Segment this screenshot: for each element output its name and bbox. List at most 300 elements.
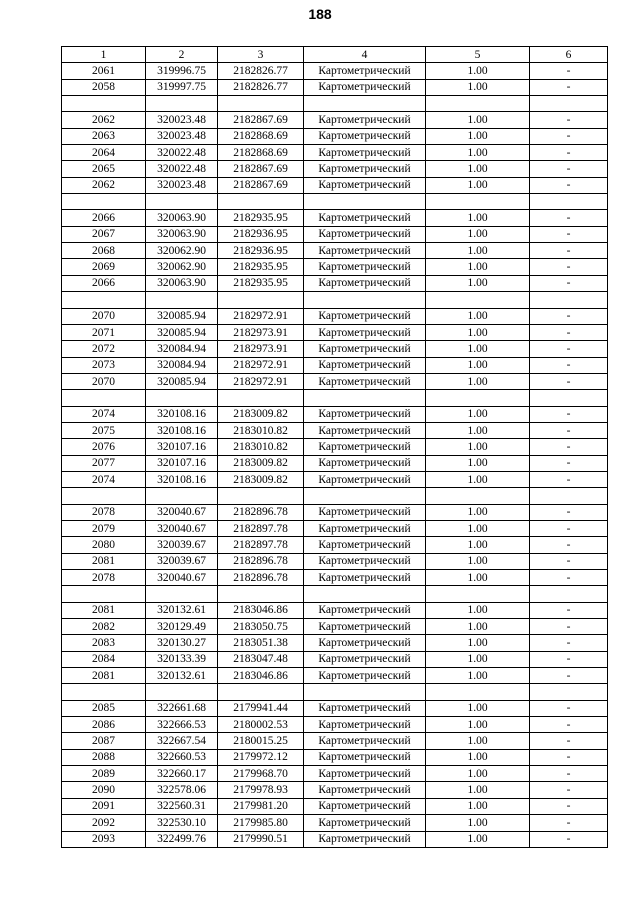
table-cell: 320107.16 [146,455,218,471]
table-cell: 1.00 [426,668,530,684]
table-cell: 2084 [62,651,146,667]
table-cell: 2058 [62,79,146,95]
table-cell: - [530,602,608,618]
empty-cell [304,684,426,700]
table-cell: 322667.54 [146,733,218,749]
table-row [62,128,608,144]
table-cell: 319997.75 [146,79,218,95]
empty-cell [146,292,218,308]
table-cell: 2182826.77 [218,63,304,79]
table-cell: 2182935.95 [218,210,304,226]
table-cell: - [530,63,608,79]
empty-cell [62,390,146,406]
table-row [62,700,608,716]
separator-row [62,684,608,700]
table-row [62,619,608,635]
column-header: 1 [62,47,146,63]
table-cell: Картометрический [304,161,426,177]
table-cell: 2080 [62,537,146,553]
table-cell: Картометрический [304,815,426,831]
header-row [62,47,608,63]
table-cell: 2179990.51 [218,831,304,847]
table-cell: Картометрический [304,537,426,553]
table-cell: 320022.48 [146,145,218,161]
empty-cell [146,96,218,112]
table-cell: 322530.10 [146,815,218,831]
table-cell: 1.00 [426,798,530,814]
empty-cell [218,586,304,602]
table-row [62,112,608,128]
table-cell: 320108.16 [146,422,218,438]
coordinates-table [61,46,608,848]
table-cell: 320107.16 [146,439,218,455]
table-cell: 2088 [62,749,146,765]
table-row [62,243,608,259]
empty-cell [146,684,218,700]
table-cell: 1.00 [426,700,530,716]
table-cell: - [530,308,608,324]
table-cell: 1.00 [426,455,530,471]
table-row [62,782,608,798]
empty-cell [218,194,304,210]
empty-cell [62,292,146,308]
table-row [62,406,608,422]
empty-cell [530,586,608,602]
table-cell: 322560.31 [146,798,218,814]
table-cell: 1.00 [426,439,530,455]
table-cell: 2074 [62,406,146,422]
table-cell: 2066 [62,210,146,226]
table-row [62,161,608,177]
column-header: 6 [530,47,608,63]
table-cell: 2067 [62,226,146,242]
table-row [62,766,608,782]
separator-row [62,586,608,602]
table-cell: 320040.67 [146,504,218,520]
table-row [62,210,608,226]
separator-row [62,194,608,210]
table-cell: 2180015.25 [218,733,304,749]
table-cell: 320062.90 [146,259,218,275]
table-row [62,733,608,749]
page-number: 188 [308,6,332,22]
table-cell: - [530,651,608,667]
table-row [62,602,608,618]
table-cell: 2183051.38 [218,635,304,651]
empty-cell [146,488,218,504]
table-cell: Картометрический [304,145,426,161]
table-cell: 2179941.44 [218,700,304,716]
table-cell: 1.00 [426,243,530,259]
table-cell: - [530,537,608,553]
table-cell: 2183050.75 [218,619,304,635]
table-row [62,341,608,357]
table-cell: 2182972.91 [218,357,304,373]
table-cell: 2063 [62,128,146,144]
table-cell: 2183047.48 [218,651,304,667]
table-cell: - [530,700,608,716]
table-cell: Картометрический [304,324,426,340]
empty-cell [218,96,304,112]
table-row [62,357,608,373]
table-row [62,455,608,471]
table-cell: - [530,373,608,389]
table-cell: 320063.90 [146,226,218,242]
table-cell: - [530,406,608,422]
table-cell: Картометрический [304,422,426,438]
table-cell: 2092 [62,815,146,831]
table-cell: 1.00 [426,226,530,242]
table-cell: Картометрический [304,782,426,798]
table-cell: - [530,815,608,831]
table-cell: 1.00 [426,422,530,438]
table-row [62,439,608,455]
column-header: 3 [218,47,304,63]
table-cell: - [530,733,608,749]
table-cell: Картометрический [304,373,426,389]
table-cell: Картометрический [304,63,426,79]
table-cell: 1.00 [426,471,530,487]
table-row [62,177,608,193]
table-cell: 1.00 [426,504,530,520]
table-cell: 1.00 [426,161,530,177]
empty-cell [218,488,304,504]
table-cell: 2066 [62,275,146,291]
empty-cell [426,292,530,308]
table-cell: 2182935.95 [218,259,304,275]
table-cell: - [530,210,608,226]
table-cell: 322578.06 [146,782,218,798]
table-cell: 1.00 [426,537,530,553]
table-cell: 1.00 [426,831,530,847]
table-cell: 320023.48 [146,177,218,193]
table-cell: 1.00 [426,570,530,586]
table-cell: - [530,341,608,357]
table-cell: 2182896.78 [218,570,304,586]
table-cell: 2179968.70 [218,766,304,782]
table-cell: Картометрический [304,635,426,651]
table-cell: 1.00 [426,275,530,291]
table-cell: Картометрический [304,357,426,373]
table-cell: 320062.90 [146,243,218,259]
table-cell: - [530,145,608,161]
table-cell: 2182897.78 [218,520,304,536]
table-cell: 2062 [62,177,146,193]
table-cell: 322499.76 [146,831,218,847]
table-cell: 320129.49 [146,619,218,635]
table-cell: 1.00 [426,733,530,749]
table-cell: - [530,553,608,569]
table-cell: 320084.94 [146,341,218,357]
table-cell: 2183010.82 [218,422,304,438]
table-cell: Картометрический [304,831,426,847]
table-cell: 2062 [62,112,146,128]
table-cell: 1.00 [426,79,530,95]
table-row [62,570,608,586]
table-cell: 2078 [62,570,146,586]
column-header: 5 [426,47,530,63]
table-cell: 320040.67 [146,570,218,586]
empty-cell [426,96,530,112]
table-cell: Картометрический [304,717,426,733]
table-cell: 322666.53 [146,717,218,733]
table-cell: 320130.27 [146,635,218,651]
table-cell: 2081 [62,553,146,569]
table-cell: 1.00 [426,717,530,733]
table-cell: 2073 [62,357,146,373]
column-header: 4 [304,47,426,63]
table-cell: 2182868.69 [218,145,304,161]
table-cell: 1.00 [426,324,530,340]
table-cell: 1.00 [426,210,530,226]
table-cell: 2183009.82 [218,455,304,471]
table-cell: Картометрический [304,520,426,536]
table-cell: 2182973.91 [218,341,304,357]
table-cell: Картометрический [304,602,426,618]
empty-cell [426,684,530,700]
table-cell: 320085.94 [146,324,218,340]
table-cell: 320022.48 [146,161,218,177]
table-cell: 320108.16 [146,471,218,487]
empty-cell [146,390,218,406]
table-cell: 1.00 [426,602,530,618]
table-cell: 2183046.86 [218,668,304,684]
table-cell: 320132.61 [146,602,218,618]
table-cell: 1.00 [426,815,530,831]
table-header [62,47,608,63]
table-row [62,63,608,79]
table-cell: 2179981.20 [218,798,304,814]
table-cell: Картометрический [304,668,426,684]
table-cell: 1.00 [426,520,530,536]
table-cell: 319996.75 [146,63,218,79]
table-cell: 2179985.80 [218,815,304,831]
table-cell: 2087 [62,733,146,749]
table-cell: Картометрический [304,128,426,144]
empty-cell [146,586,218,602]
table-cell: 320108.16 [146,406,218,422]
table-cell: 320084.94 [146,357,218,373]
empty-cell [304,586,426,602]
table-cell: - [530,831,608,847]
table-cell: 2182867.69 [218,177,304,193]
table-row [62,308,608,324]
separator-row [62,390,608,406]
table-cell: - [530,619,608,635]
table-cell: 2061 [62,63,146,79]
table-cell: Картометрический [304,700,426,716]
table-cell: - [530,782,608,798]
table-cell: 2179978.93 [218,782,304,798]
table-cell: Картометрический [304,259,426,275]
table-cell: 2182936.95 [218,226,304,242]
table-cell: 2183046.86 [218,602,304,618]
table-cell: 1.00 [426,635,530,651]
table-cell: 2078 [62,504,146,520]
table-cell: - [530,275,608,291]
table-cell: 2065 [62,161,146,177]
table-cell: 2074 [62,471,146,487]
table-cell: Картометрический [304,79,426,95]
table-cell: 2069 [62,259,146,275]
table-cell: - [530,422,608,438]
table-cell: 2070 [62,373,146,389]
table-row [62,537,608,553]
table-cell: - [530,798,608,814]
table-row [62,668,608,684]
table-row [62,553,608,569]
table-row [62,373,608,389]
table-cell: 2070 [62,308,146,324]
table-cell: 2075 [62,422,146,438]
table-cell: 1.00 [426,177,530,193]
empty-cell [218,390,304,406]
table-cell: - [530,520,608,536]
table-cell: 2182868.69 [218,128,304,144]
table-cell: 2081 [62,602,146,618]
table-cell: Картометрический [304,651,426,667]
table-cell: 322661.68 [146,700,218,716]
table-cell: - [530,504,608,520]
table-cell: 2183009.82 [218,406,304,422]
table-cell: Картометрический [304,798,426,814]
empty-cell [304,194,426,210]
table-cell: - [530,455,608,471]
table-cell: 320085.94 [146,308,218,324]
table-cell: - [530,128,608,144]
table-cell: 2182973.91 [218,324,304,340]
table-body [62,63,608,848]
table-cell: 1.00 [426,308,530,324]
table-cell: Картометрический [304,471,426,487]
table-cell: Картометрический [304,570,426,586]
table-cell: Картометрический [304,619,426,635]
table-cell: 2068 [62,243,146,259]
table-cell: Картометрический [304,749,426,765]
empty-cell [530,96,608,112]
empty-cell [304,488,426,504]
empty-cell [304,292,426,308]
table-cell: - [530,635,608,651]
table-cell: - [530,471,608,487]
table-row [62,749,608,765]
table-cell: 2182867.69 [218,112,304,128]
empty-cell [530,488,608,504]
table-cell: 1.00 [426,651,530,667]
empty-cell [530,194,608,210]
table-cell: 1.00 [426,766,530,782]
table-cell: Картометрический [304,504,426,520]
table-row [62,79,608,95]
separator-row [62,96,608,112]
table-cell: Картометрический [304,406,426,422]
empty-cell [304,96,426,112]
table-cell: 2076 [62,439,146,455]
table-cell: 2089 [62,766,146,782]
table-cell: 320063.90 [146,275,218,291]
table-cell: 1.00 [426,406,530,422]
table-cell: 1.00 [426,112,530,128]
table-cell: Картометрический [304,226,426,242]
table-cell: 320039.67 [146,537,218,553]
table-cell: - [530,79,608,95]
table-cell: 2182826.77 [218,79,304,95]
empty-cell [62,96,146,112]
table-row [62,717,608,733]
table-cell: 320085.94 [146,373,218,389]
table-cell: 2085 [62,700,146,716]
table-row [62,831,608,847]
table-cell: 1.00 [426,341,530,357]
table-cell: - [530,439,608,455]
table-cell: 2182936.95 [218,243,304,259]
table-cell: Картометрический [304,275,426,291]
table-cell: Картометрический [304,455,426,471]
empty-cell [146,194,218,210]
table-cell: 1.00 [426,357,530,373]
table-cell: 2072 [62,341,146,357]
table-cell: - [530,324,608,340]
table-cell: - [530,259,608,275]
table-row [62,651,608,667]
table-row [62,815,608,831]
table-row [62,145,608,161]
table-cell: 2093 [62,831,146,847]
separator-row [62,488,608,504]
table-cell: 320023.48 [146,128,218,144]
empty-cell [530,684,608,700]
table-cell: Картометрический [304,341,426,357]
table-row [62,226,608,242]
table-row [62,471,608,487]
table-cell: - [530,749,608,765]
table-cell: 2182972.91 [218,373,304,389]
table-row [62,324,608,340]
table-cell: 2182972.91 [218,308,304,324]
table-cell: Картометрический [304,112,426,128]
empty-cell [218,684,304,700]
table-cell: 2183009.82 [218,471,304,487]
table-cell: - [530,161,608,177]
table-cell: 2182935.95 [218,275,304,291]
table-cell: 2179972.12 [218,749,304,765]
table-cell: 320133.39 [146,651,218,667]
table-cell: - [530,112,608,128]
empty-cell [426,488,530,504]
table-cell: 2182896.78 [218,553,304,569]
table-row [62,259,608,275]
table-cell: 320063.90 [146,210,218,226]
empty-cell [426,586,530,602]
table-cell: - [530,766,608,782]
table-cell: 2081 [62,668,146,684]
table-row [62,520,608,536]
table-cell: - [530,570,608,586]
table-cell: 2079 [62,520,146,536]
table-cell: - [530,177,608,193]
empty-cell [530,390,608,406]
empty-cell [62,586,146,602]
table-cell: 320040.67 [146,520,218,536]
table-cell: 1.00 [426,619,530,635]
table-cell: 1.00 [426,128,530,144]
empty-cell [426,390,530,406]
table-cell: 1.00 [426,553,530,569]
table-cell: 1.00 [426,259,530,275]
table-cell: 320132.61 [146,668,218,684]
table-cell: 2064 [62,145,146,161]
table-row [62,504,608,520]
